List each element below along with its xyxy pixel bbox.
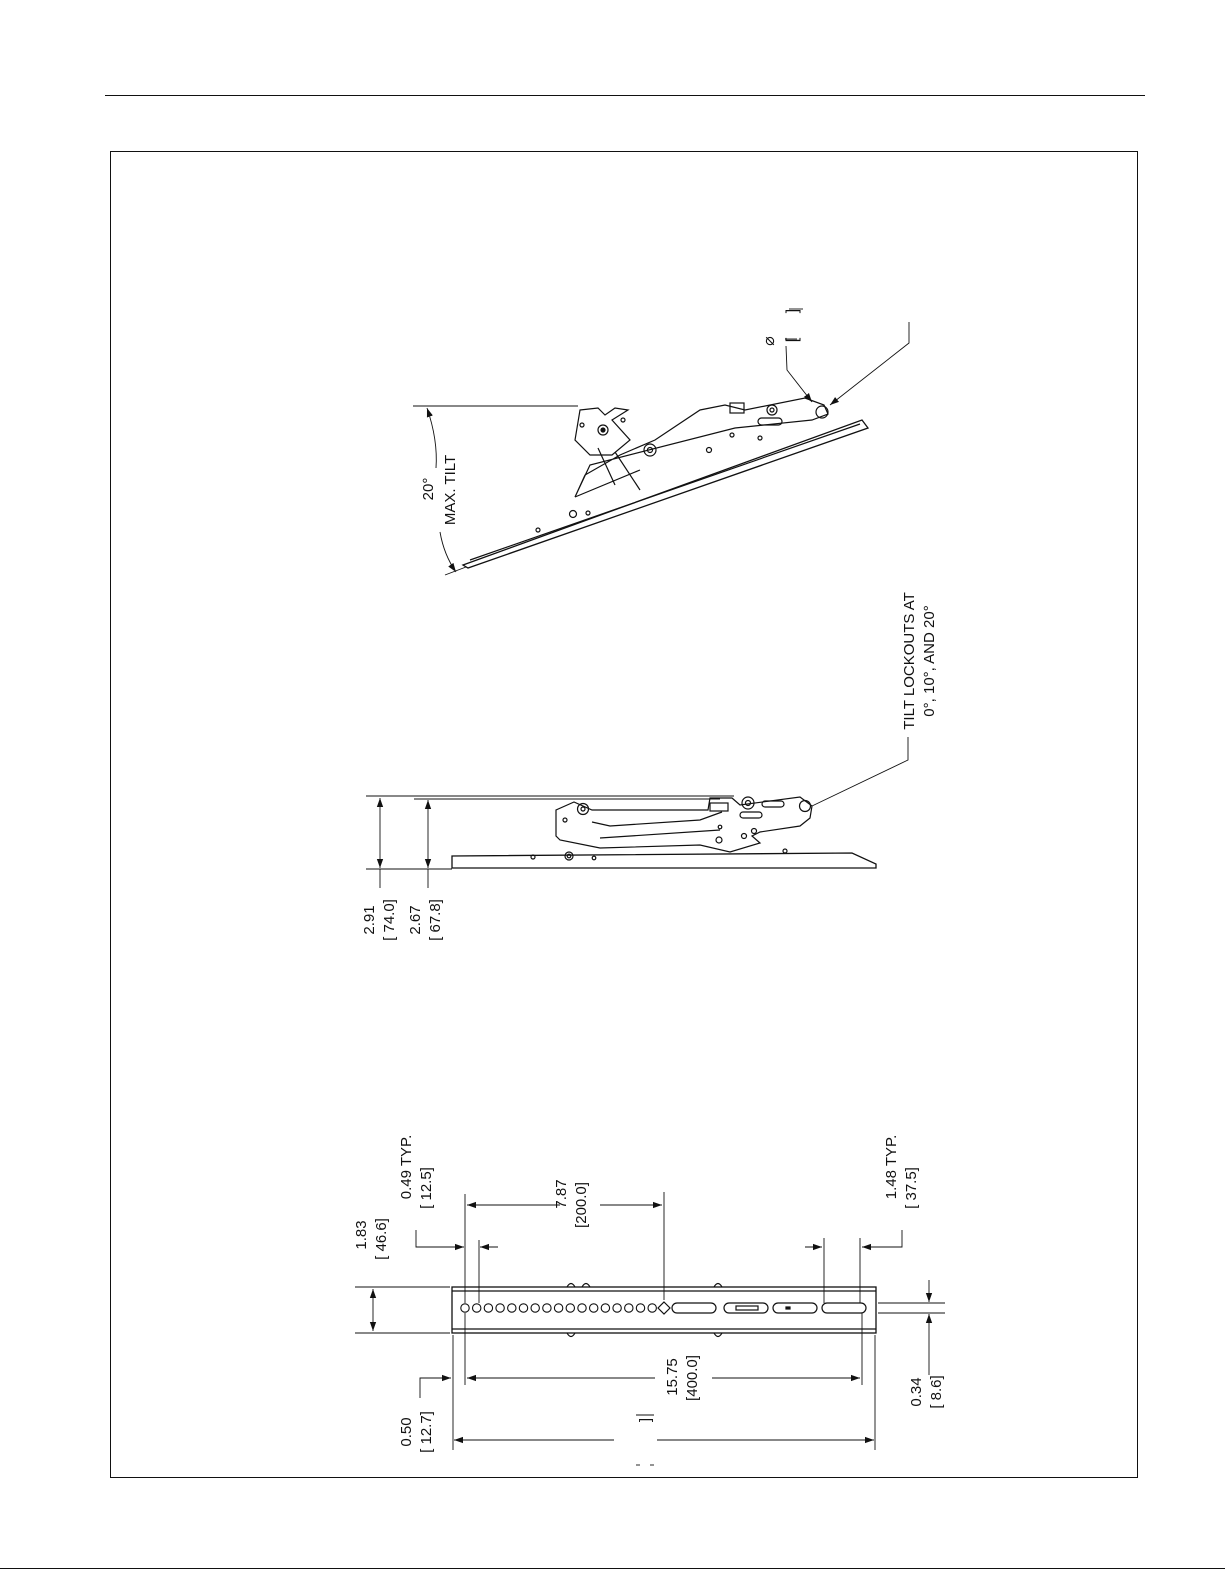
- dim-hole-offset-mm: [ 12.5]: [418, 1167, 435, 1209]
- rail-hole: [543, 1304, 551, 1312]
- rail-hole: [554, 1304, 562, 1312]
- diameter-bracket-open: [: [784, 337, 801, 343]
- diameter-bracket-close: ]: [784, 308, 801, 314]
- tilt-angle-dimension: [413, 406, 578, 575]
- rail-hole: [496, 1304, 504, 1312]
- dim-end-in: 0.50: [398, 1417, 415, 1447]
- diameter-symbol: ⌀: [761, 336, 778, 346]
- rail-hole: [461, 1304, 469, 1312]
- rail-hole: [484, 1304, 492, 1312]
- dim-outer-mm: [ 74.0]: [381, 899, 398, 941]
- dim-inner-in: 2.67: [407, 905, 424, 935]
- rail-hole: [519, 1304, 527, 1312]
- lockout-line2: 0°, 10°, AND 20°: [921, 605, 938, 717]
- flat-side-view: [452, 797, 876, 868]
- dim-center-mm: [200.0]: [573, 1182, 590, 1228]
- dim-slot-width-in: 0.34: [908, 1377, 925, 1407]
- dim-inner-mm: [ 67.8]: [427, 899, 444, 941]
- dim-width-in: 1.83: [353, 1220, 370, 1250]
- rail-hole: [566, 1304, 574, 1312]
- rail-hole: [636, 1304, 644, 1312]
- rail-hole: [648, 1304, 656, 1312]
- dim-span-mm: [400.0]: [684, 1355, 701, 1401]
- rail-hole: [531, 1304, 539, 1312]
- lockout-line1: TILT LOCKOUTS AT: [901, 592, 918, 730]
- diameter-callout: [785, 309, 909, 405]
- dim-slot-in: 1.48 TYP.: [883, 1134, 900, 1200]
- rail-hole: [578, 1304, 586, 1312]
- dim-hole-offset-in: 0.49 TYP.: [398, 1134, 415, 1200]
- dim-width-mm: [ 46.6]: [373, 1218, 390, 1260]
- tilt-angle-value: 20°: [420, 477, 437, 501]
- rail-hole: [625, 1304, 633, 1312]
- rail-hole: [613, 1304, 621, 1312]
- rail-hole: [473, 1304, 481, 1312]
- lockout-leader: [812, 737, 908, 806]
- dim-center-in: 7.87: [553, 1179, 570, 1209]
- rail-hole-row: [461, 1304, 657, 1312]
- tilted-side-view: [463, 398, 868, 568]
- dim-span-in: 15.75: [664, 1358, 681, 1396]
- dim-slot-width-mm: [ 8.6]: [928, 1375, 945, 1409]
- dim-slot-mm: [ 37.5]: [903, 1167, 920, 1209]
- dim-end-mm: [ 12.7]: [418, 1411, 435, 1453]
- dim-outer-in: 2.91: [361, 905, 378, 935]
- rail-hole: [590, 1304, 598, 1312]
- dim-overall-bracket: ]: [637, 1417, 654, 1423]
- rail-hole: [508, 1304, 516, 1312]
- tilt-angle-label: MAX. TILT: [442, 454, 459, 526]
- rail-hole: [601, 1304, 609, 1312]
